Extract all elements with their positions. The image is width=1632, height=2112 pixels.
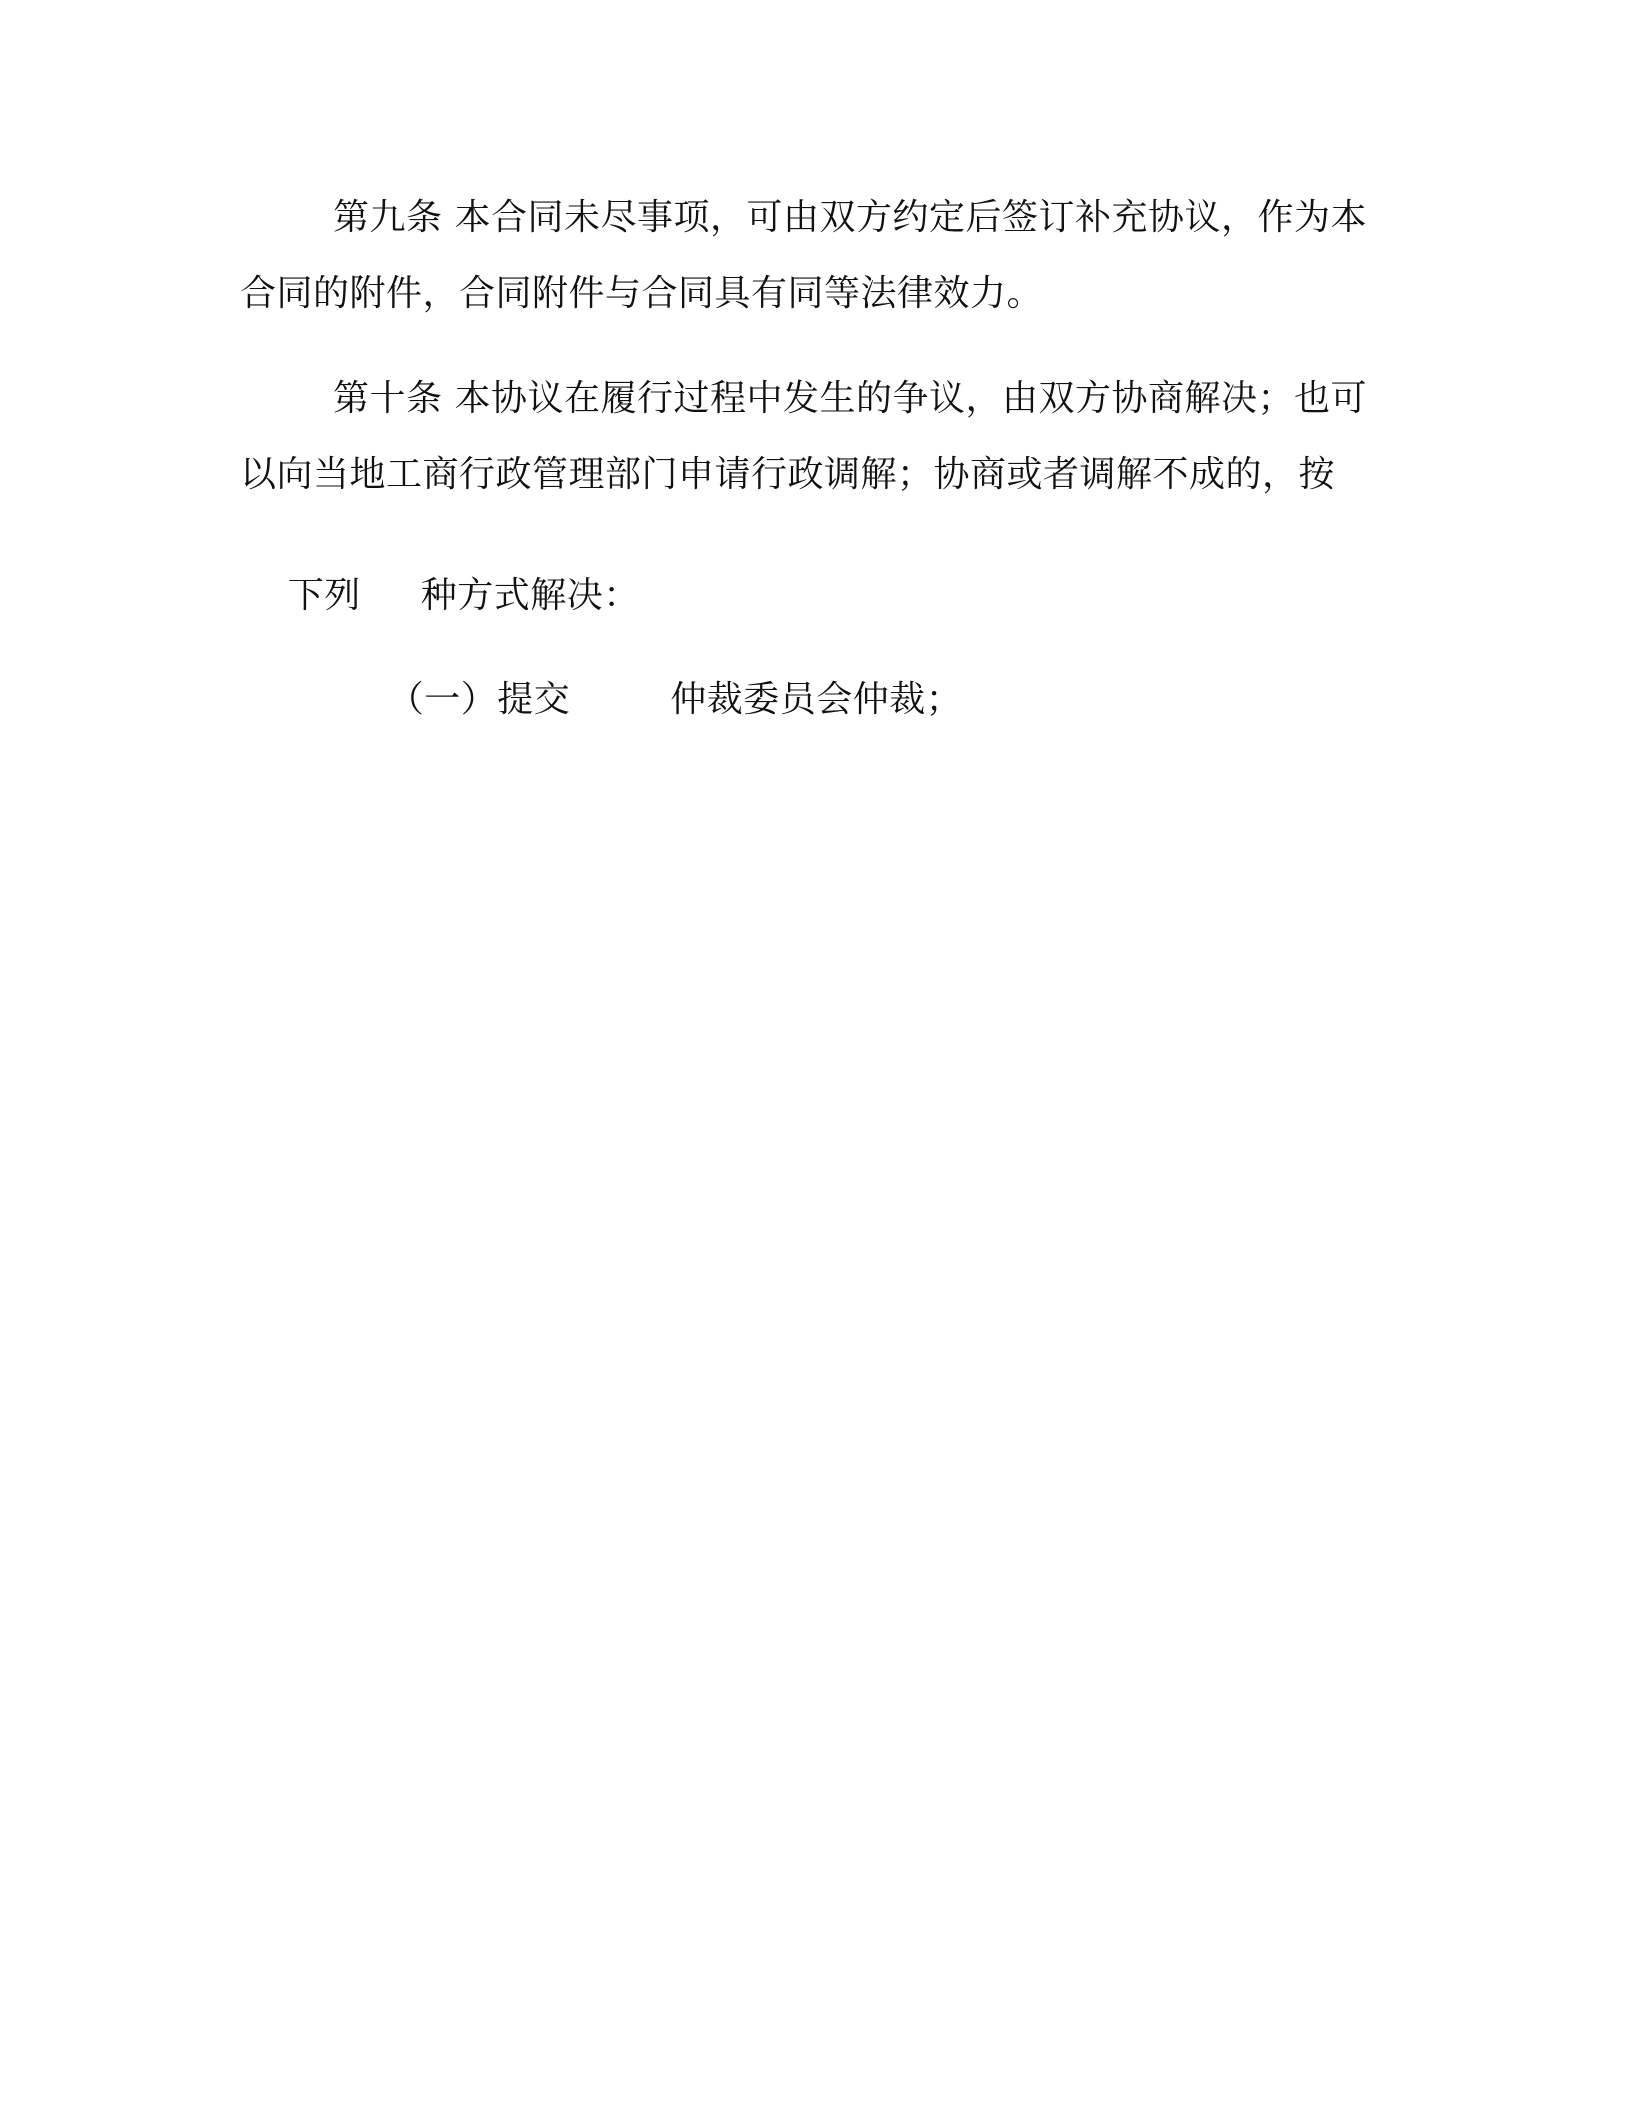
article-10-line-1: 第十条 本协议在履行过程中发生的争议，由双方协商解决；也可 — [333, 378, 1367, 419]
article-9-line-1: 第九条 本合同未尽事项，可由双方约定后签订补充协议，作为本 — [333, 197, 1367, 238]
option-1-part-2: 仲裁委员会仲裁； — [670, 679, 963, 720]
article-10-line-3-part-1: 下列 — [287, 575, 361, 616]
article-9-line-2: 合同的附件，合同附件与合同具有同等法律效力。 — [240, 273, 1044, 314]
option-1-line — [340, 634, 962, 766]
article-10-line-2: 以向当地工商行政管理部门申请行政调解；协商或者调解不成的，按 — [240, 454, 1336, 495]
option-1-part-1: （一）提交 — [387, 679, 571, 720]
article-10-line-3-part-2: 种方式解决： — [420, 575, 640, 616]
